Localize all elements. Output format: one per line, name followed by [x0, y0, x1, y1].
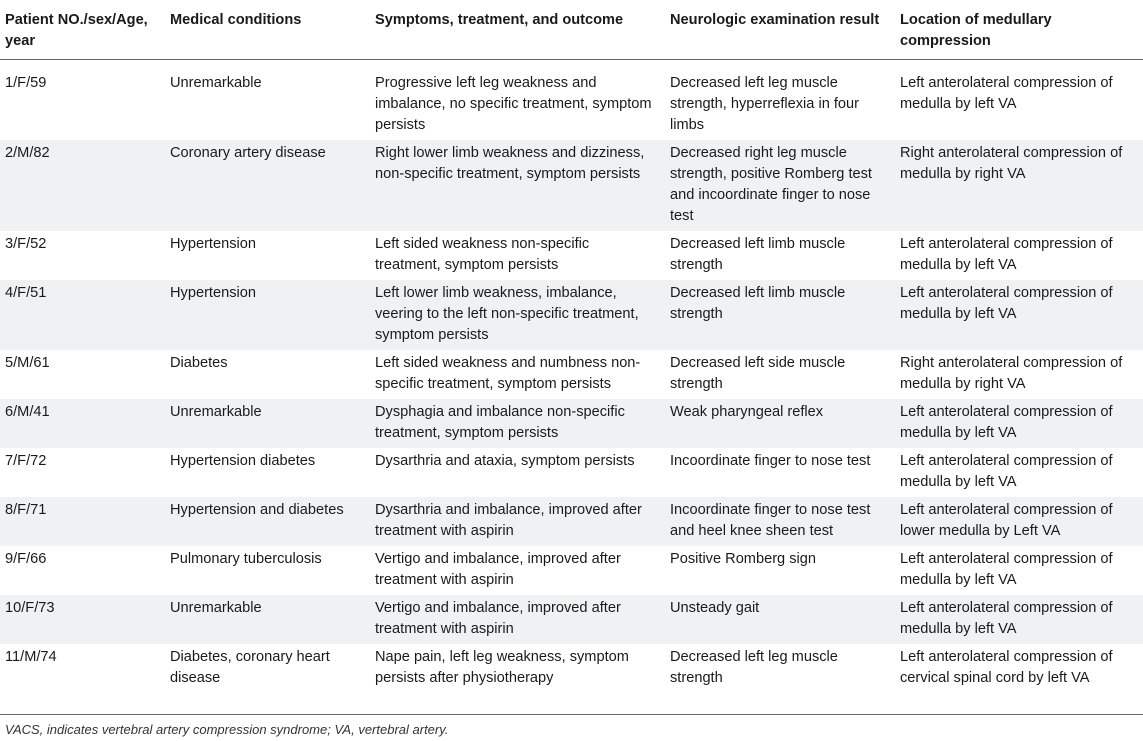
- header-neurologic-exam: Neurologic examination result: [665, 0, 895, 60]
- cell-neurologic-exam: Weak pharyngeal reflex: [665, 399, 895, 448]
- cell-medical-conditions: Unremarkable: [170, 75, 262, 91]
- table-row: [0, 350, 1143, 399]
- cell-medical-conditions: Hypertension and diabetes: [165, 497, 370, 546]
- cell-location: Right anterolateral compression of medulla by right VA: [895, 140, 1143, 231]
- cell-symptoms: Vertigo and imbalance, improved after treatment with aspirin: [370, 595, 665, 644]
- cell-patient: 2/M/82: [0, 140, 165, 231]
- cell-neurologic-exam: Incoordinate finger to nose test and heel knee sheen test: [665, 497, 895, 546]
- header-medical-conditions: Medical conditions: [165, 0, 370, 60]
- table-row: [0, 231, 1143, 280]
- table-row: [0, 280, 1143, 350]
- cell-location: Left anterolateral compression of medulla by left VA: [895, 280, 1143, 350]
- cell-neurologic-exam: Decreased left leg muscle strength, hyperreflexia in four limbs: [670, 75, 860, 133]
- table-row: [0, 546, 1143, 595]
- cell-medical-conditions: Unremarkable: [165, 399, 370, 448]
- cell-location: Right anterolateral compression of medulla by right VA: [900, 355, 1123, 392]
- cell-medical-conditions: Coronary artery disease: [165, 140, 370, 231]
- cell-location: Left anterolateral compression of medulla by left VA: [895, 595, 1143, 644]
- cell-medical-conditions: Unremarkable: [165, 595, 370, 644]
- cell-location: Left anterolateral compression of medulla by left VA: [900, 551, 1113, 588]
- cell-patient: 4/F/51: [0, 280, 165, 350]
- cell-patient: 1/F/59: [5, 75, 47, 91]
- cell-medical-conditions: Hypertension: [165, 280, 370, 350]
- cell-neurologic-exam: Decreased left limb muscle strength: [670, 236, 846, 273]
- cell-symptoms: Left lower limb weakness, imbalance, veering to the left non-specific treatment, symptom persists: [370, 280, 665, 350]
- cell-medical-conditions: Diabetes, coronary heart disease: [170, 649, 330, 686]
- table-row: [0, 448, 1143, 497]
- cell-neurologic-exam: Decreased left leg muscle strength: [670, 649, 838, 686]
- cell-patient: 5/M/61: [5, 355, 50, 371]
- cell-neurologic-exam: Decreased left side muscle strength: [670, 355, 846, 392]
- header-row: [0, 0, 1143, 60]
- cell-symptoms: Dysphagia and imbalance non-specific treatment, symptom persists: [370, 399, 665, 448]
- cell-neurologic-exam: Decreased left limb muscle strength: [665, 280, 895, 350]
- table-row: [0, 497, 1143, 546]
- cell-medical-conditions: Hypertension: [170, 236, 256, 252]
- cell-symptoms: Left sided weakness and numbness non-specific treatment, symptom persists: [375, 355, 641, 392]
- cell-location: Left anterolateral compression of medulla by left VA: [895, 399, 1143, 448]
- cell-symptoms: Right lower limb weakness and dizziness, non-specific treatment, symptom persists: [370, 140, 665, 231]
- table-header: [0, 0, 1143, 60]
- table-row: [0, 60, 1143, 140]
- cell-symptoms: Progressive left leg weakness and imbalance, no specific treatment, symptom persists: [375, 75, 652, 133]
- cell-symptoms: Left sided weakness non-specific treatment, symptom persists: [375, 236, 590, 273]
- cell-medical-conditions: Hypertension diabetes: [170, 453, 316, 469]
- cell-neurologic-exam: Incoordinate finger to nose test: [670, 453, 871, 469]
- cell-neurologic-exam: Unsteady gait: [665, 595, 895, 644]
- cell-neurologic-exam: Decreased right leg muscle strength, positive Romberg test and incoordinate finger to nose test: [665, 140, 895, 231]
- cell-patient: 3/F/52: [5, 236, 47, 252]
- header-location: Location of medullary compression: [895, 0, 1143, 60]
- cell-neurologic-exam: Positive Romberg sign: [670, 551, 817, 567]
- cell-symptoms: Dysarthria and imbalance, improved after treatment with aspirin: [370, 497, 665, 546]
- cell-symptoms: Nape pain, left leg weakness, symptom persists after physiotherapy: [375, 649, 629, 686]
- table-row: [0, 140, 1143, 231]
- table-body: [0, 60, 1143, 693]
- cell-location: Left anterolateral compression of medulla by left VA: [900, 75, 1113, 112]
- cell-location: Left anterolateral compression of lower medulla by Left VA: [895, 497, 1143, 546]
- cell-medical-conditions: Diabetes: [170, 355, 228, 371]
- table-row: [0, 644, 1143, 693]
- header-symptoms: Symptoms, treatment, and outcome: [370, 0, 665, 60]
- header-patient: Patient NO./sex/Age, year: [0, 0, 165, 60]
- cell-patient: 10/F/73: [0, 595, 165, 644]
- cell-medical-conditions: Pulmonary tuberculosis: [170, 551, 322, 567]
- table-row: [0, 595, 1143, 644]
- cell-patient: 6/M/41: [0, 399, 165, 448]
- table-footnote: VACS, indicates vertebral artery compression syndrome; VA, vertebral artery.: [5, 722, 449, 737]
- cell-patient: 11/M/74: [5, 649, 57, 665]
- table-row: [0, 399, 1143, 448]
- cell-patient: 7/F/72: [5, 453, 47, 469]
- cell-symptoms: Vertigo and imbalance, improved after treatment with aspirin: [375, 551, 621, 588]
- cell-patient: 9/F/66: [5, 551, 47, 567]
- cell-location: Left anterolateral compression of medulla by left VA: [900, 236, 1113, 273]
- cell-location: Left anterolateral compression of medulla by left VA: [900, 453, 1113, 490]
- cell-location: Left anterolateral compression of cervical spinal cord by left VA: [900, 649, 1113, 686]
- cell-symptoms: Dysarthria and ataxia, symptom persists: [375, 453, 635, 469]
- cell-patient: 8/F/71: [0, 497, 165, 546]
- bottom-rule: [0, 714, 1143, 715]
